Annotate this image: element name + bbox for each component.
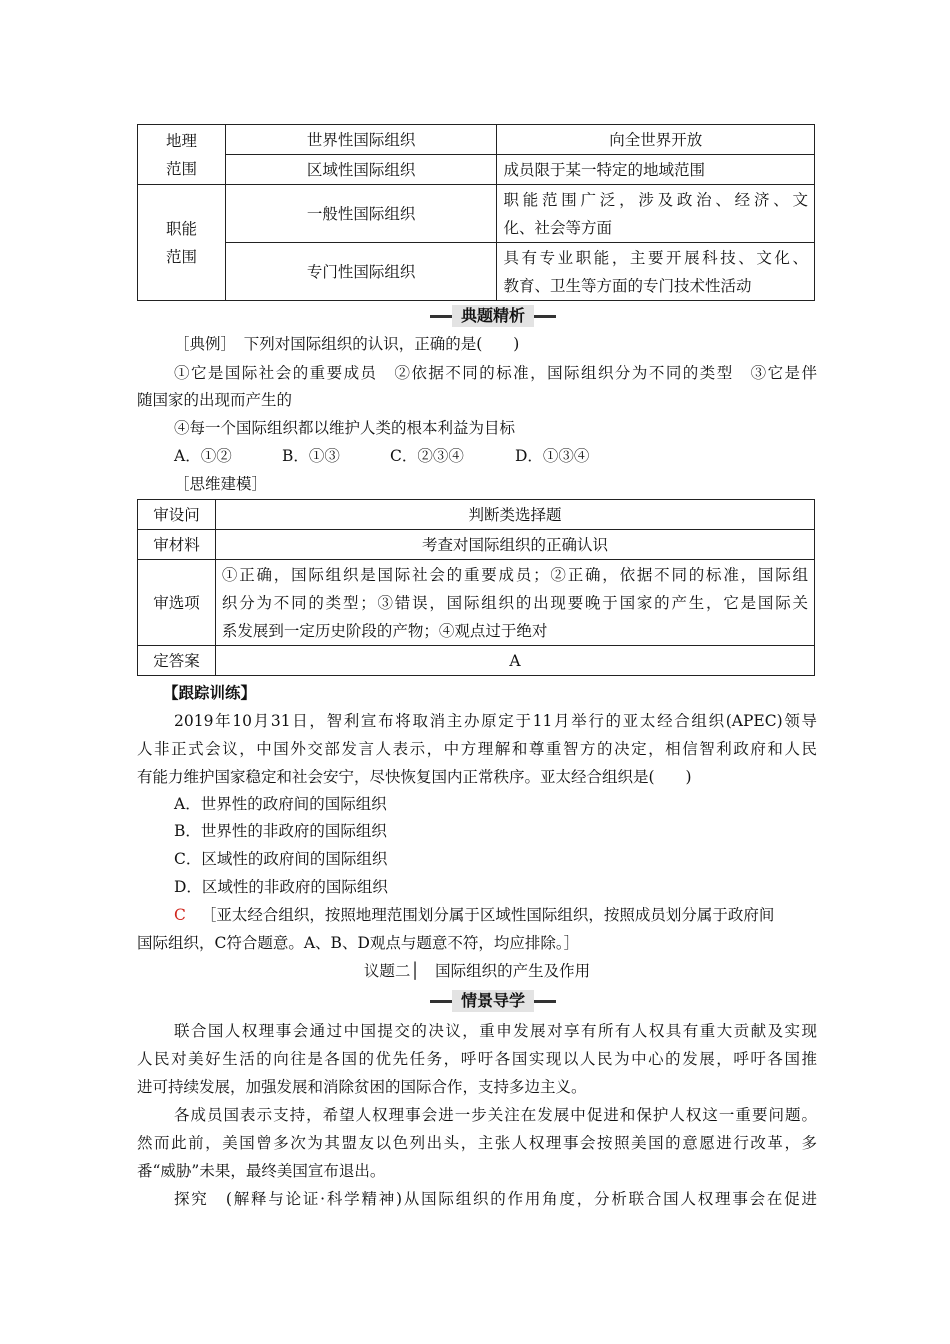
answer-line: 国际组织，C符合题意。A、B、D观点与题意不符，均应排除。］	[137, 934, 580, 952]
question-line: 2019年10月31日，智利宣布将取消主办原定于11月举行的亚太经合组织(APEC)领导	[174, 712, 817, 730]
scenario-line: 人民对美好生活的向往是各国的优先任务，呼吁各国实现以人民为中心的发展，呼吁各国推	[137, 1050, 817, 1068]
cell-text: 具有专业职能，主要开展科技、文化、	[503, 248, 808, 267]
scenario-line: 联合国人权理事会通过中国提交的决议，重申发展对享有所有人权具有重大贡献及实现	[174, 1022, 817, 1040]
banner-title: 情景导学	[452, 990, 534, 1012]
cell-text: 职能范围广泛，涉及政治、经济、文	[503, 190, 808, 209]
example-options-line: ①它是国际社会的重要成员 ②依据不同的标准，国际组织分为不同的类型 ③它是伴	[174, 364, 817, 382]
section-banner	[430, 305, 556, 327]
choice-c: C．②③④	[390, 447, 464, 465]
table-cell: 世界性国际组织	[225, 125, 497, 155]
scenario-line: 各成员国表示支持，希望人权理事会进一步关注在发展中促进和保护人权这一重要问题。	[174, 1106, 817, 1124]
cell-text: 范围	[165, 247, 197, 266]
example-options-line: 随国家的出现而产生的	[137, 391, 293, 409]
banner-title: 典题精析	[452, 305, 534, 327]
scenario-line: 然而此前，美国曾多次为其盟友以色列出头，主张人权理事会按照美国的意愿进行改革，多	[137, 1134, 817, 1152]
cell-text: 职能	[165, 219, 197, 238]
table-cell: 成员限于某一特定的地域范围	[497, 155, 815, 185]
cell-text: 系发展到一定历史阶段的产物；④观点过于绝对	[221, 621, 548, 640]
cell-text: 化、社会等方面	[503, 218, 612, 237]
choice-b: B．①③	[282, 447, 340, 465]
choice-d: D．①③④	[515, 447, 590, 465]
table-cell: 审材料	[138, 530, 216, 560]
example-stem: ［典例］ 下列对国际组织的认识，正确的是( )	[174, 335, 520, 353]
scenario-line: 番“威胁”未果，最终美国宣布退出。	[137, 1162, 386, 1180]
question-line: 人非正式会议，中国外交部发言人表示，中方理解和尊重智方的决定，相信智利政府和人民	[137, 740, 817, 758]
choice-a: A．①②	[174, 447, 232, 465]
training-header: 【跟踪训练】	[163, 683, 257, 702]
option-d: D．区域性的非政府的国际组织	[174, 878, 388, 896]
cell-text: 织分为不同的类型；③错误，国际组织的出现要晚于国家的产生，它是国际关	[221, 593, 808, 612]
answer-letter: C	[174, 906, 186, 924]
scope-group-function	[138, 185, 226, 301]
table-cell	[497, 243, 815, 301]
table-cell: 考查对国际组织的正确认识	[215, 530, 814, 560]
model-label: ［思维建模］	[174, 475, 268, 493]
table-cell	[215, 560, 814, 646]
table-cell: A	[215, 646, 814, 676]
section-banner	[430, 990, 556, 1012]
table-cell: 专门性国际组织	[225, 243, 497, 301]
table-cell: 审选项	[138, 560, 216, 646]
question-line: 有能力维护国家稳定和社会安宁，尽快恢复国内正常秩序。亚太经合组织是( )	[137, 768, 692, 786]
example-options-line: ④每一个国际组织都以维护人类的根本利益为目标	[174, 419, 516, 437]
table-cell: 判断类选择题	[215, 500, 814, 530]
cell-text: 范围	[165, 159, 197, 178]
table-cell: 审设问	[138, 500, 216, 530]
cell-text: 地理	[165, 131, 197, 150]
table-cell: 定答案	[138, 646, 216, 676]
scenario-line: 进可持续发展，加强发展和消除贫困的国际合作，支持多边主义。	[137, 1078, 587, 1096]
scope-group-geo	[138, 125, 226, 185]
table-cell: 向全世界开放	[497, 125, 815, 155]
table-cell	[497, 185, 815, 243]
topic-title: 议题二│ 国际组织的产生及作用	[363, 962, 591, 980]
option-a: A．世界性的政府间的国际组织	[174, 795, 387, 813]
option-b: B．世界性的非政府的国际组织	[174, 822, 387, 840]
table-cell: 区域性国际组织	[225, 155, 497, 185]
option-c: C．区域性的政府间的国际组织	[174, 850, 388, 868]
model-table	[137, 499, 815, 676]
cell-text: 教育、卫生等方面的专门技术性活动	[503, 276, 752, 295]
answer-explanation: ［亚太经合组织，按照地理范围划分属于区域性国际组织，按照成员划分属于政府间	[200, 906, 775, 924]
explore-line: 探究 (解释与论证·科学精神)从国际组织的作用角度，分析联合国人权理事会在促进	[174, 1190, 817, 1208]
table-cell: 一般性国际组织	[225, 185, 497, 243]
scope-table	[137, 124, 815, 301]
cell-text: ①正确，国际组织是国际社会的重要成员；②正确，依据不同的标准，国际组	[221, 565, 808, 584]
answer-line	[174, 901, 817, 929]
